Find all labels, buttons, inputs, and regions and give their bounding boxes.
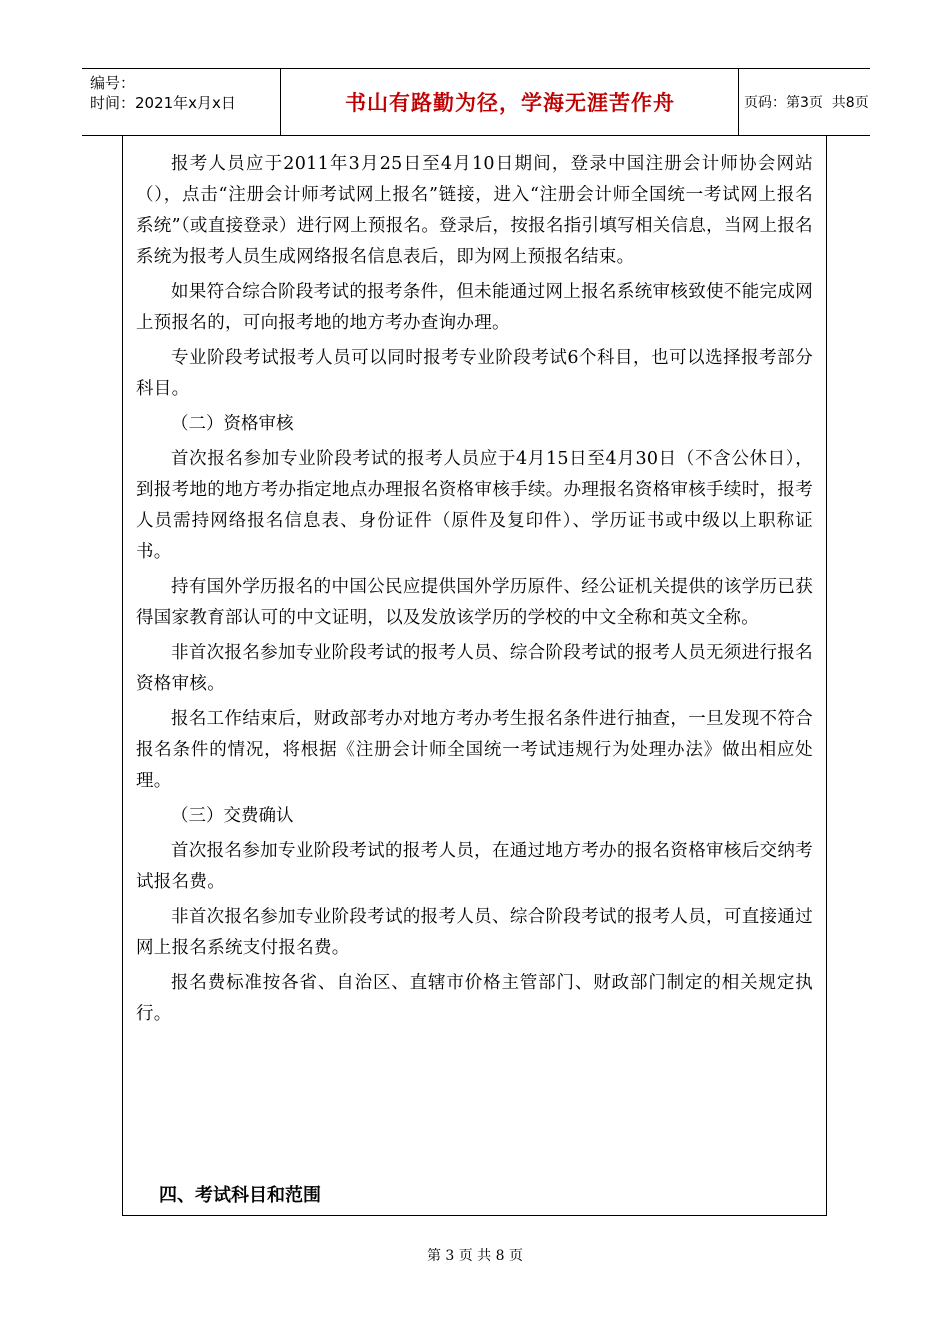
header-divider xyxy=(738,69,739,135)
subsection-heading: （三）交费确认 xyxy=(171,806,294,826)
serial-number-label: 编号： xyxy=(90,74,136,92)
paragraph: 首次报名参加专业阶段考试的报考人员应于4月15日至4月30日（不含公休日），到报考地的地方考办指定地点办理报名资格审核手续。办理报名资格审核手续时，报考人员需持网络报名信息表、身份证件（原件及复印件）、学历证书或中级以上职称证书。 xyxy=(136,449,813,562)
paragraph: 非首次报名参加专业阶段考试的报考人员、综合阶段考试的报考人员，可直接通过网上报名系统支付报名费。 xyxy=(136,907,813,958)
header-page-number: 页码：第3页 共8页 xyxy=(744,95,869,111)
content-box xyxy=(122,135,827,1216)
paragraph: 首次报名参加专业阶段考试的报考人员，在通过地方考办的报名资格审核后交纳考试报名费。 xyxy=(136,841,813,892)
date-label: 时间：2021年x月x日 xyxy=(90,94,236,112)
paragraph: 报名费标准按各省、自治区、直辖市价格主管部门、财政部门制定的相关规定执行。 xyxy=(136,973,813,1024)
header-divider xyxy=(280,69,281,135)
paragraph: 专业阶段考试报考人员可以同时报考专业阶段考试6个科目，也可以选择报考部分科目。 xyxy=(136,348,813,399)
page-header xyxy=(82,68,870,136)
paragraph: 报考人员应于2011年3月25日至4月10日期间，登录中国注册会计师协会网站（），点击“注册会计师考试网上报名”链接，进入“注册会计师全国统一考试网上报名系统”（或直接登录）进行网上预报名。登录后，按报名指引填写相关信息，当网上报名系统为报考人员生成网络报名信息表后，即为网上预报名结束。 xyxy=(136,154,813,267)
header-meta xyxy=(90,73,280,113)
section-heading: 四、考试科目和范围 xyxy=(159,1185,321,1206)
paragraph: 报名工作结束后，财政部考办对地方考办考生报名条件进行抽查，一旦发现不符合报名条件的情况，将根据《注册会计师全国统一考试违规行为处理办法》做出相应处理。 xyxy=(136,709,813,791)
body-text xyxy=(136,149,813,1034)
header-motto: 书山有路勤为径，学海无涯苦作舟 xyxy=(345,91,675,115)
paragraph: 非首次报名参加专业阶段考试的报考人员、综合阶段考试的报考人员无须进行报名资格审核。 xyxy=(136,643,813,694)
subsection-heading: （二）资格审核 xyxy=(171,414,294,434)
paragraph: 如果符合综合阶段考试的报考条件，但未能通过网上报名系统审核致使不能完成网上预报名的，可向报考地的地方考办查询办理。 xyxy=(136,282,813,333)
page-footer: 第 3 页 共 8 页 xyxy=(426,1248,524,1264)
paragraph: 持有国外学历报名的中国公民应提供国外学历原件、经公证机关提供的该学历已获得国家教育部认可的中文证明，以及发放该学历的学校的中文全称和英文全称。 xyxy=(136,577,813,628)
